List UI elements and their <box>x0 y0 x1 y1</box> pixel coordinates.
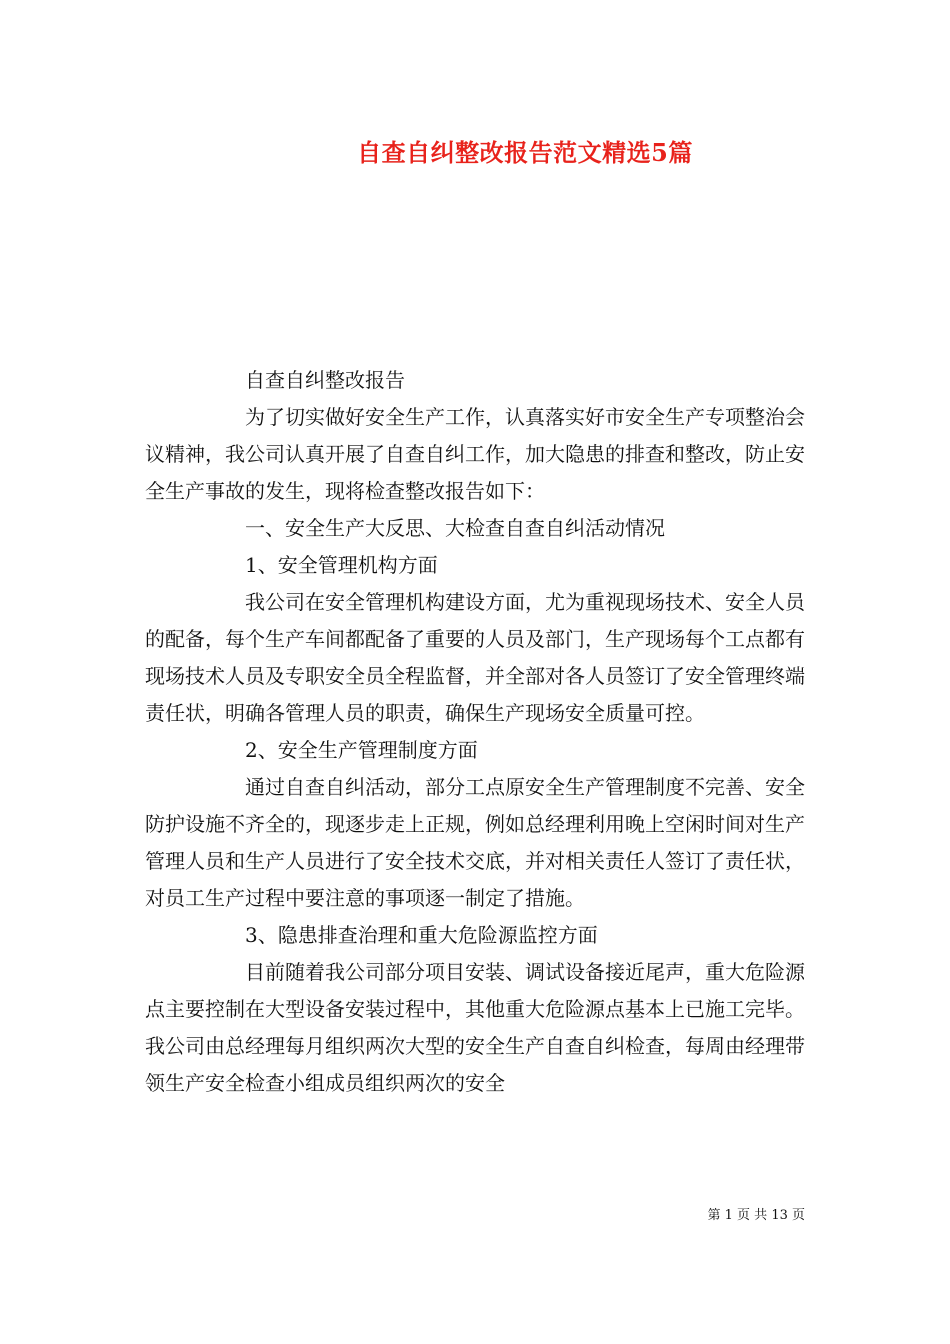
subsection-heading-3: 3、隐患排查治理和重大危险源监控方面 <box>245 923 598 947</box>
document-title: 自查自纠整改报告范文精选5篇 <box>357 138 693 167</box>
page-number-footer: 第 1 页 共 13 页 <box>707 1208 805 1223</box>
subsection-heading-2: 2、安全生产管理制度方面 <box>245 738 478 762</box>
paragraph-safety-organization: 我公司在安全管理机构建设方面，尤为重视现场技术、安全人员的配备，每个生产车间都配备了重要的人员及部门，生产现场每个工点都有现场技术人员及专职安全员全程监督，并全部对各人员签订了安全管理终端责任状，明确各管理人员的职责，确保生产现场安全质量可控。 <box>145 590 805 725</box>
paragraph-intro: 为了切实做好安全生产工作，认真落实好市安全生产专项整治会议精神，我公司认真开展了自查自纠工作，加大隐患的排查和整改，防止安全生产事故的发生，现将检查整改报告如下： <box>145 405 805 503</box>
section-heading-1: 一、安全生产大反思、大检查自查自纠活动情况 <box>245 516 665 540</box>
paragraph-management-system: 通过自查自纠活动，部分工点原安全生产管理制度不完善、安全防护设施不齐全的，现逐步走上正规，例如总经理利用晚上空闲时间对生产管理人员和生产人员进行了安全技术交底，并对相关责任人签订了责任状，对员工生产过程中要注意的事项逐一制定了措施。 <box>145 775 805 910</box>
paragraph-hazard-control: 目前随着我公司部分项目安装、调试设备接近尾声，重大危险源点主要控制在大型设备安装过程中，其他重大危险源点基本上已施工完毕。我公司由总经理每月组织两次大型的安全生产自查自纠检查，每周由经理带领生产安全检查小组成员组织两次的安全 <box>145 960 805 1095</box>
document-body <box>145 362 805 1102</box>
subsection-heading-1: 1、安全管理机构方面 <box>245 553 438 577</box>
paragraph-heading: 自查自纠整改报告 <box>245 368 405 392</box>
